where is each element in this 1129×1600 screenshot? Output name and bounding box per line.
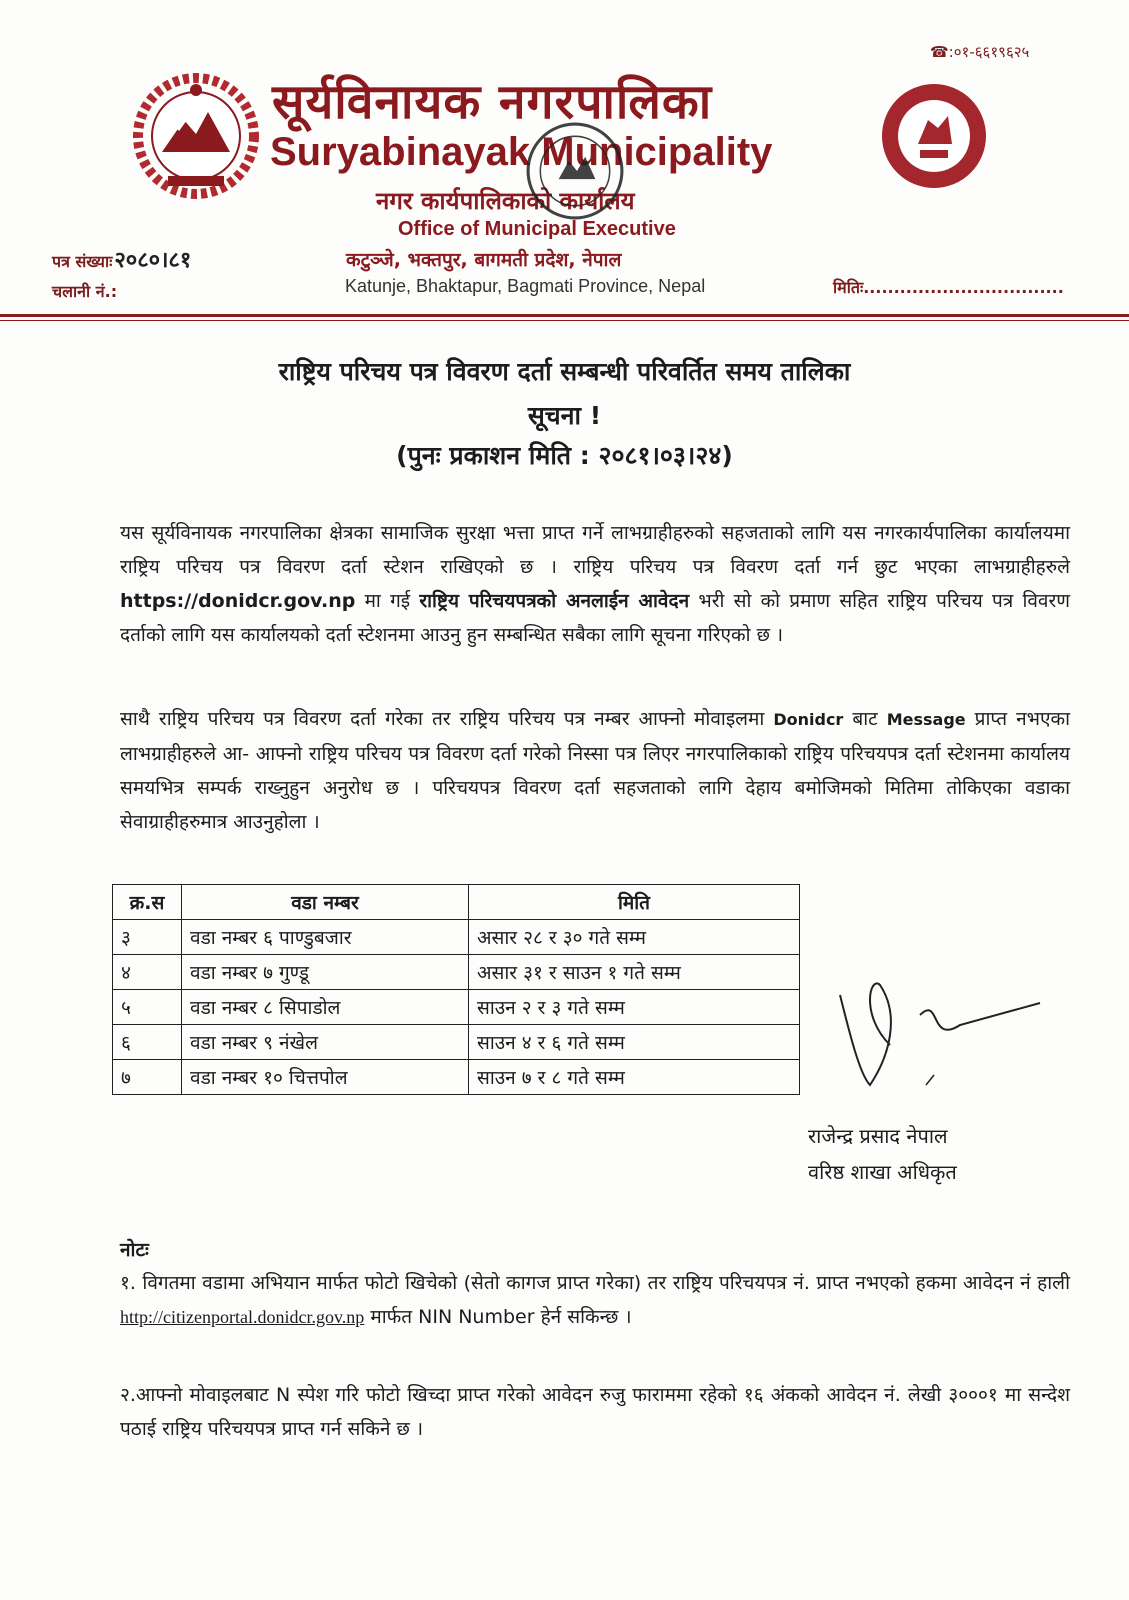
office-title-english: Office of Municipal Executive — [398, 218, 676, 240]
office-title-nepali: नगर कार्यपालिकाको कार्यालय — [376, 187, 635, 215]
table-row — [113, 990, 800, 1025]
notice-title: राष्ट्रिय परिचय पत्र विवरण दर्ता सम्बन्धी परिवर्तित समय तालिका — [278, 357, 851, 386]
address-english: Katunje, Bhaktapur, Bagmati Province, Nepal — [345, 276, 706, 296]
date-cell: साउन ४ र ६ गते सम्म — [469, 1025, 800, 1060]
address-nepali: कटुञ्जे, भक्तपुर, बागमती प्रदेश, नेपाल — [346, 249, 622, 271]
municipality-seal-logo — [878, 80, 990, 192]
municipality-title-english: Suryabinayak Municipality — [270, 130, 773, 174]
note-2: २.आफ्नो मोवाइलबाट N स्पेश गरि फोटो खिच्दा प्राप्त गरेको आवेदन रुजु फाराममा रहेको १६ अंकको आवेदन नं. लेखी ३०००१ मा सन्देश पठाई राष्ट्रिय परिचयपत्र प्राप्त गर्न सकिने छ । — [120, 1384, 1070, 1440]
phone-number: ☎:०१-६६१९६२५ — [930, 43, 1030, 61]
ward-cell: वडा नम्बर १० चित्तपोल — [182, 1060, 469, 1095]
office-stamp — [524, 120, 626, 222]
column-header-serial: क्र.स — [113, 885, 182, 920]
serial-cell: ४ — [113, 955, 182, 990]
date-cell: साउन ७ र ८ गते सम्म — [469, 1060, 800, 1095]
signatory-post: वरिष्ठ शाखा अधिकृत — [808, 1160, 957, 1184]
notice-subtitle: सूचना ! — [527, 401, 602, 430]
serial-cell: ३ — [113, 920, 182, 955]
notice-paragraph-2: साथै राष्ट्रिय परिचय पत्र विवरण दर्ता गरेका तर राष्ट्रिय परिचय पत्र नम्बर आफ्नो मोवाइलमा Donidcr बाट Message प्राप्त नभएका लाभग्राहीहरुले आ- आफ्नो राष्ट्रिय परिचय पत्र विवरण दर्ता गरेको निस्सा पत्र लिएर नगरपालिकाको राष्ट्रिय परिचयपत्र दर्ता स्टेशनमा कार्यालय समयभित्र सम्पर्क राख्नुहुन अनुरोध छ । परिचयपत्र विवरण दर्ता सहजताको लागि देहाय बमोजिमको मितिमा तोकिएका वडाका सेवाग्राहीहरुमात्र आउनुहोला । — [120, 708, 1070, 833]
notice-paragraph-1: यस सूर्यविनायक नगरपालिका क्षेत्रका सामाजिक सुरक्षा भत्ता प्राप्त गर्ने लाभग्राहीहरुको सहजताको लागि यस नगरकार्यपालिका कार्यालयमा राष्ट्रिय परिचय पत्र विवरण दर्ता स्टेशन राखिएको छ । राष्ट्रिय परिचय पत्र विवरण दर्ता गर्न छुट भएका लाभग्राहीहरुले https://donidcr.gov.np मा गई राष्ट्रिय परिचयपत्रको अनलाईन आवेदन भरी सो को प्रमाण सहित राष्ट्रिय परिचय पत्र विवरण दर्ताको लागि यस कार्यालयको दर्ता स्टेशनमा आउनु हुन सम्बन्धित सबैका लागि सूचना गरिएको छ । — [120, 522, 1070, 646]
ward-cell: वडा नम्बर ६ पाण्डुबजार — [182, 920, 469, 955]
republish-date: (पुनः प्रकाशन मिति : २०८१।०३।२४) — [396, 441, 733, 470]
date-cell: साउन २ र ३ गते सम्म — [469, 990, 800, 1025]
table-row — [113, 955, 800, 990]
header-divider — [0, 314, 1129, 317]
nepal-emblem-logo — [132, 72, 260, 200]
table-row — [113, 1060, 800, 1095]
municipality-title-nepali: सूर्यविनायक नगरपालिका — [272, 74, 713, 130]
column-header-date: मिति — [469, 885, 800, 920]
note-1: १. विगतमा वडामा अभियान मार्फत फोटो खिचेको (सेतो कागज प्राप्त गरेका) तर राष्ट्रिय परिचयपत्र नं. प्राप्त नभएको हकमा आवेदन नं हाली http://citizenportal.donidcr.gov.np मार्फत NIN Number हेर्न सकिन्छ । — [120, 1272, 1070, 1328]
dispatch-number-label: चलानी नं.: — [52, 282, 118, 301]
handwritten-signature — [830, 975, 1050, 1105]
table-header-row — [113, 885, 800, 920]
serial-cell: ६ — [113, 1025, 182, 1060]
table-row — [113, 920, 800, 955]
serial-cell: ७ — [113, 1060, 182, 1095]
notes-heading: नोटः — [120, 1239, 149, 1261]
column-header-ward: वडा नम्बर — [182, 885, 469, 920]
letter-number: पत्र संख्याः२०८०।८१ — [52, 247, 192, 273]
date-cell: असार २८ र ३० गते सम्म — [469, 920, 800, 955]
header-divider-thin — [0, 320, 1129, 321]
ward-cell: वडा नम्बर ९ नंखेल — [182, 1025, 469, 1060]
letter-number-value: २०८०।८१ — [114, 247, 192, 273]
date-label: मितिः................................. — [833, 278, 1064, 297]
ward-schedule-table — [112, 884, 800, 1095]
signatory-name: राजेन्द्र प्रसाद नेपाल — [808, 1124, 948, 1148]
citizen-portal-link[interactable]: http://citizenportal.donidcr.gov.np — [120, 1307, 365, 1327]
date-cell: असार ३१ र साउन १ गते सम्म — [469, 955, 800, 990]
table-row — [113, 1025, 800, 1060]
registration-url: https://donidcr.gov.np — [120, 590, 356, 612]
ward-cell: वडा नम्बर ७ गुण्डू — [182, 955, 469, 990]
ward-cell: वडा नम्बर ८ सिपाडोल — [182, 990, 469, 1025]
serial-cell: ५ — [113, 990, 182, 1025]
